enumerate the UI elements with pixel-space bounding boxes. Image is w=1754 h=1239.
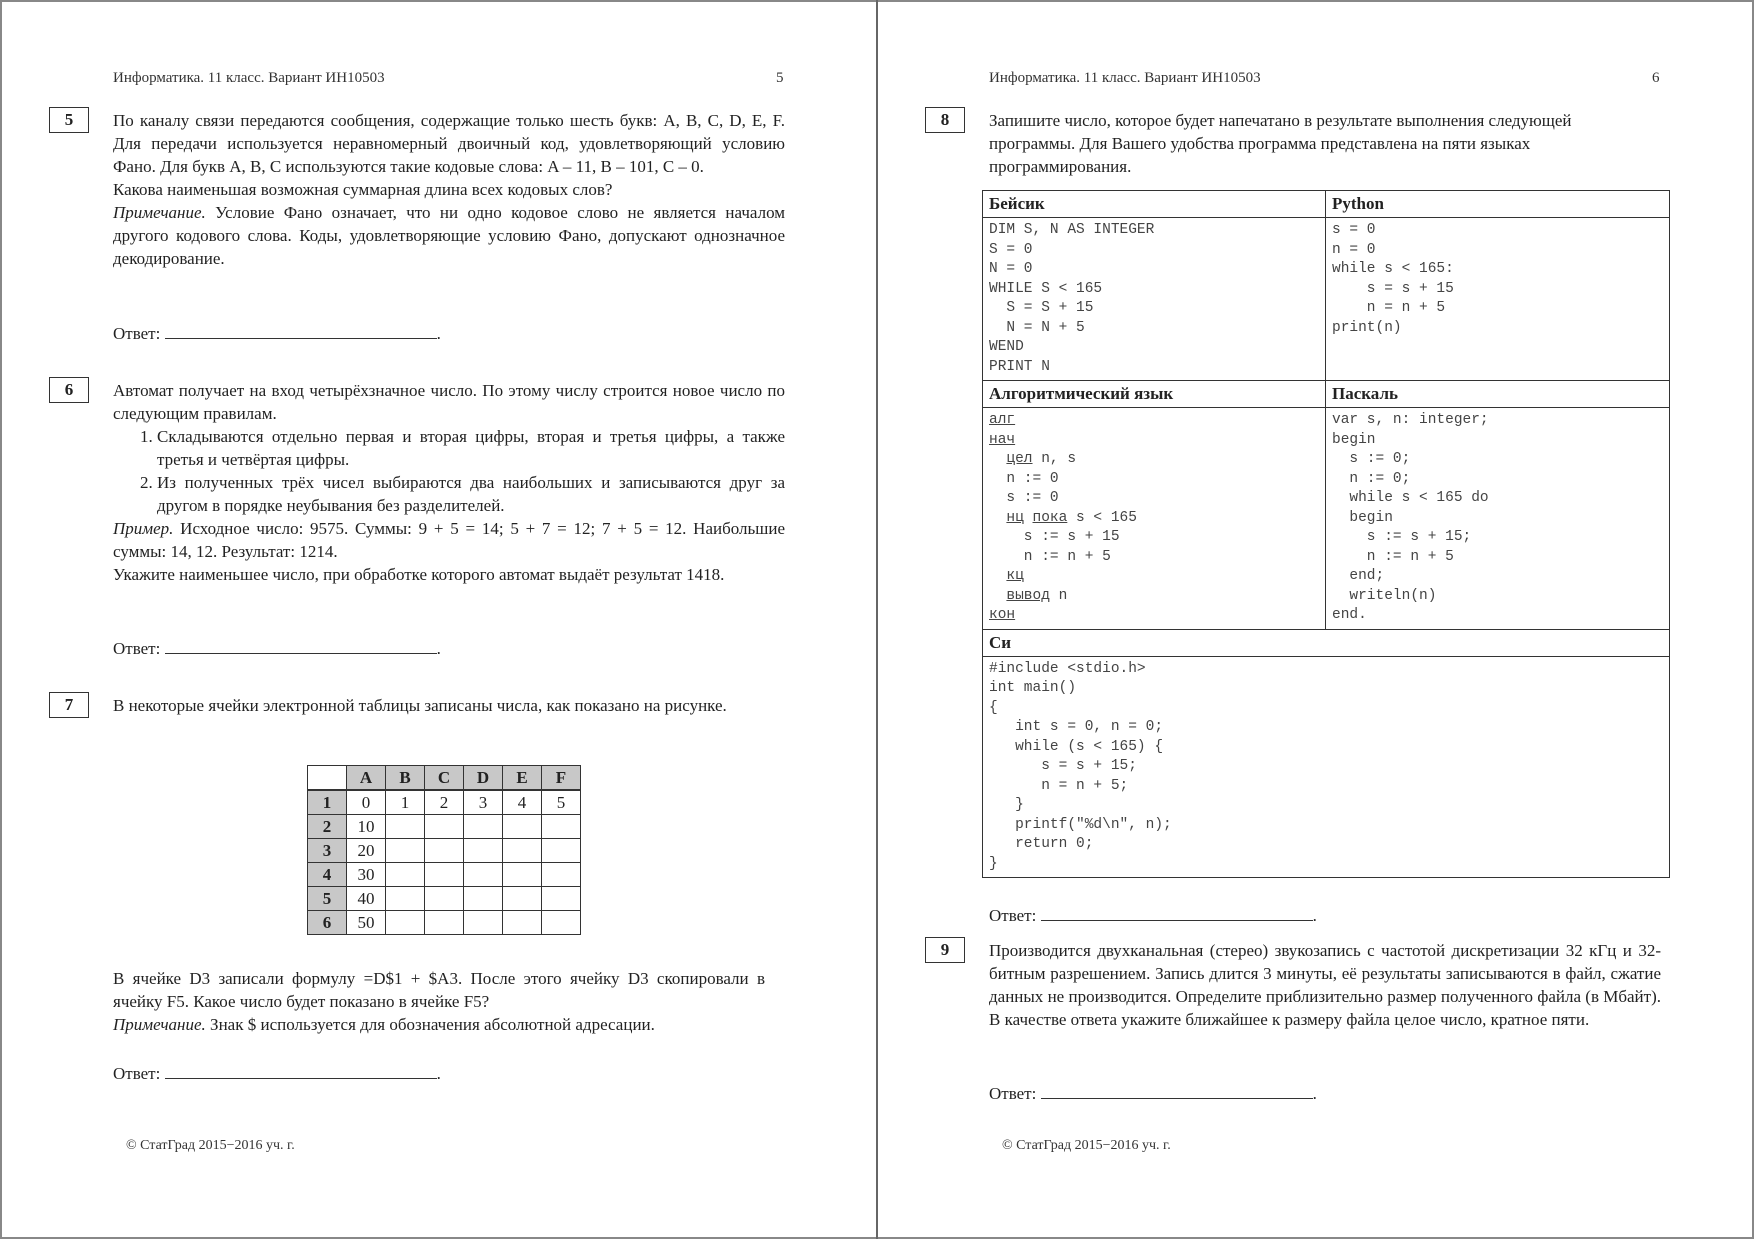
table-cell [542, 863, 581, 887]
question-7-note [113, 1013, 765, 1036]
table-cell [542, 815, 581, 839]
question-7-statement: В некоторые ячейки электронной таблицы записаны числа, как показано на рисунке. [113, 696, 727, 715]
code-block: алг нач цел n, s n := 0 s := 0 нц пока s < 165 s := s + 15 n := n + 5 кц вывод n кон [989, 412, 1137, 623]
table-cell: 30 [347, 863, 386, 887]
answer-field[interactable] [165, 1062, 437, 1079]
row-header: 6 [308, 911, 347, 935]
page-footer: © СтатГрад 2015−2016 уч. г. [126, 1138, 295, 1153]
row-header: 3 [308, 839, 347, 863]
page-header: Информатика. 11 класс. Вариант ИН10503 [113, 70, 385, 86]
example-text: Исходное число: 9575. Суммы: 9 + 5 = 14; 5 + 7 = 12; 7 + 5 = 12. Наибольшие суммы: 14, 12. Результат: 1214. [113, 519, 785, 561]
column-header: A [347, 766, 386, 791]
answer-field[interactable] [1041, 1082, 1313, 1099]
example-label: Пример. [113, 519, 174, 538]
table-cell [503, 911, 542, 935]
rules-list [113, 425, 785, 517]
code-block: DIM S, N AS INTEGER S = 0 N = 0 WHILE S < 165 S = S + 15 N = N + 5 WEND PRINT N [989, 222, 1155, 375]
note-text: Знак $ используется для обозначения абсолютной адресации. [205, 1015, 655, 1034]
code-algo [983, 408, 1326, 630]
page-footer: © СтатГрад 2015−2016 уч. г. [1002, 1138, 1171, 1153]
answer-label: Ответ: [989, 906, 1037, 925]
page-header: Информатика. 11 класс. Вариант ИН10503 [989, 70, 1261, 86]
answer-field[interactable] [165, 637, 437, 654]
table-cell: 0 [347, 790, 386, 815]
table-cell [386, 863, 425, 887]
table-cell: 40 [347, 887, 386, 911]
question-5-answer: Ответ: . [113, 324, 441, 343]
question-5-task: Какова наименьшая возможная суммарная длина всех кодовых слов? [113, 180, 613, 199]
column-header: B [386, 766, 425, 791]
table-cell: 1 [386, 790, 425, 815]
table-cell [386, 887, 425, 911]
code-block: #include <stdio.h> int main() { int s = 0, n = 0; while (s < 165) { s = s + 15; n = n + 5; } printf("%d\n", n); return 0; } [989, 660, 1172, 872]
table-cell [425, 887, 464, 911]
table-cell [464, 863, 503, 887]
question-5-statement: По каналу связи передаются сообщения, содержащие только шесть букв: A, B, C, D, E, F. Для передачи используется неравномерный двоичный код, удовлетворяющий условию Фано. Для букв A, B, C используются такие кодовые слова: A – 11, B – 101, C – 0. [113, 111, 785, 176]
spreadsheet-table [307, 765, 581, 935]
note-label: Примечание. [113, 203, 206, 222]
question-9-statement: Производится двухканальная (стерео) звукозапись с частотой дискретизации 32 кГц и 32-битным разрешением. Запись длится 3 минуты, её результаты записываются в файл, сжатие данных не производится. Определите приблизительно размер полученного файла (в Мбайт). В качестве ответа укажите ближайшее к размеру файла целое число, кратное пяти. [989, 941, 1661, 1029]
question-5-text [113, 109, 785, 270]
table-cell [386, 839, 425, 863]
code-block: var s, n: integer; begin s := 0; n := 0; while s < 165 do begin s := s + 15; n := n + 5 end; writeln(n) end. [1332, 412, 1489, 623]
answer-label: Ответ: [989, 1084, 1037, 1103]
answer-label: Ответ: [113, 639, 161, 658]
question-7-formula: В ячейке D3 записали формулу =D$1 + $A3. После этого ячейку D3 скопировали в ячейку F5. Какое число будет показано в ячейке F5? [113, 969, 765, 1011]
table-cell: 2 [425, 790, 464, 815]
row-header: 4 [308, 863, 347, 887]
left-page [0, 0, 876, 1239]
table-cell [425, 863, 464, 887]
table-cell [386, 815, 425, 839]
question-6-statement: Автомат получает на вход четырёхзначное число. По этому числу строится новое число по следующим правилам. [113, 381, 785, 423]
answer-field[interactable] [165, 322, 437, 339]
code-pascal [1326, 408, 1670, 630]
column-header: F [542, 766, 581, 791]
code-c [983, 656, 1670, 878]
column-header: D [464, 766, 503, 791]
row-header: 5 [308, 887, 347, 911]
answer-field[interactable] [1041, 904, 1313, 921]
table-cell [464, 911, 503, 935]
lang-title-pascal: Паскаль [1326, 381, 1670, 408]
code-basic [983, 218, 1326, 381]
lang-title-c: Си [983, 629, 1670, 656]
column-header: C [425, 766, 464, 791]
table-cell [503, 839, 542, 863]
question-7-answer: Ответ: . [113, 1064, 441, 1083]
right-page [878, 0, 1754, 1239]
lang-title-algo: Алгоритмический язык [983, 381, 1326, 408]
table-cell [386, 911, 425, 935]
corner-cell [308, 766, 347, 791]
question-8-statement: Запишите число, которое будет напечатано в результате выполнения следующей программы. Для Вашего удобства программа представлена на пяти языках программирования. [989, 111, 1572, 176]
answer-label: Ответ: [113, 324, 161, 343]
table-cell: 4 [503, 790, 542, 815]
row-header: 1 [308, 790, 347, 815]
code-python [1326, 218, 1670, 381]
answer-label: Ответ: [113, 1064, 161, 1083]
program-listing [982, 190, 1670, 878]
table-cell [542, 887, 581, 911]
table-cell [425, 815, 464, 839]
rule-item: 1. Складываются отдельно первая и вторая цифры, вторая и третья цифры, а также третья и четвёртая цифры. [157, 425, 785, 471]
table-cell [464, 815, 503, 839]
question-6-answer: Ответ: . [113, 639, 441, 658]
page-number: 5 [776, 70, 784, 86]
table-cell [503, 863, 542, 887]
question-number-8: 8 [925, 107, 965, 133]
table-cell [425, 839, 464, 863]
question-number-6: 6 [49, 377, 89, 403]
note-label: Примечание. [113, 1015, 206, 1034]
question-9-answer: Ответ: . [989, 1084, 1317, 1103]
question-7-task [113, 967, 765, 1036]
table-cell: 5 [542, 790, 581, 815]
column-header: E [503, 766, 542, 791]
table-cell [503, 887, 542, 911]
code-block: s = 0 n = 0 while s < 165: s = s + 15 n = n + 5 print(n) [1332, 222, 1454, 336]
question-6-text [113, 379, 785, 586]
note-text: Условие Фано означает, что ни одно кодовое слово не является началом другого кодового слова. Коды, удовлетворяющие условию Фано, допускают однозначное декодирование. [113, 203, 785, 268]
question-6-example [113, 517, 785, 563]
table-cell [542, 839, 581, 863]
page-number: 6 [1652, 70, 1660, 86]
question-number-5: 5 [49, 107, 89, 133]
table-cell: 3 [464, 790, 503, 815]
lang-title-basic: Бейсик [983, 191, 1326, 218]
question-number-9: 9 [925, 937, 965, 963]
question-8-answer: Ответ: . [989, 906, 1317, 925]
question-5-note [113, 201, 785, 270]
table-cell [464, 887, 503, 911]
table-cell: 50 [347, 911, 386, 935]
table-cell: 20 [347, 839, 386, 863]
row-header: 2 [308, 815, 347, 839]
table-cell [425, 911, 464, 935]
question-number-7: 7 [49, 692, 89, 718]
table-cell [464, 839, 503, 863]
table-cell [542, 911, 581, 935]
table-cell [503, 815, 542, 839]
question-6-task: Укажите наименьшее число, при обработке которого автомат выдаёт результат 1418. [113, 565, 725, 584]
lang-title-python: Python [1326, 191, 1670, 218]
table-cell: 10 [347, 815, 386, 839]
rule-item: 2. Из полученных трёх чисел выбираются два наибольших и записываются друг за другом в порядке неубывания без разделителей. [157, 471, 785, 517]
